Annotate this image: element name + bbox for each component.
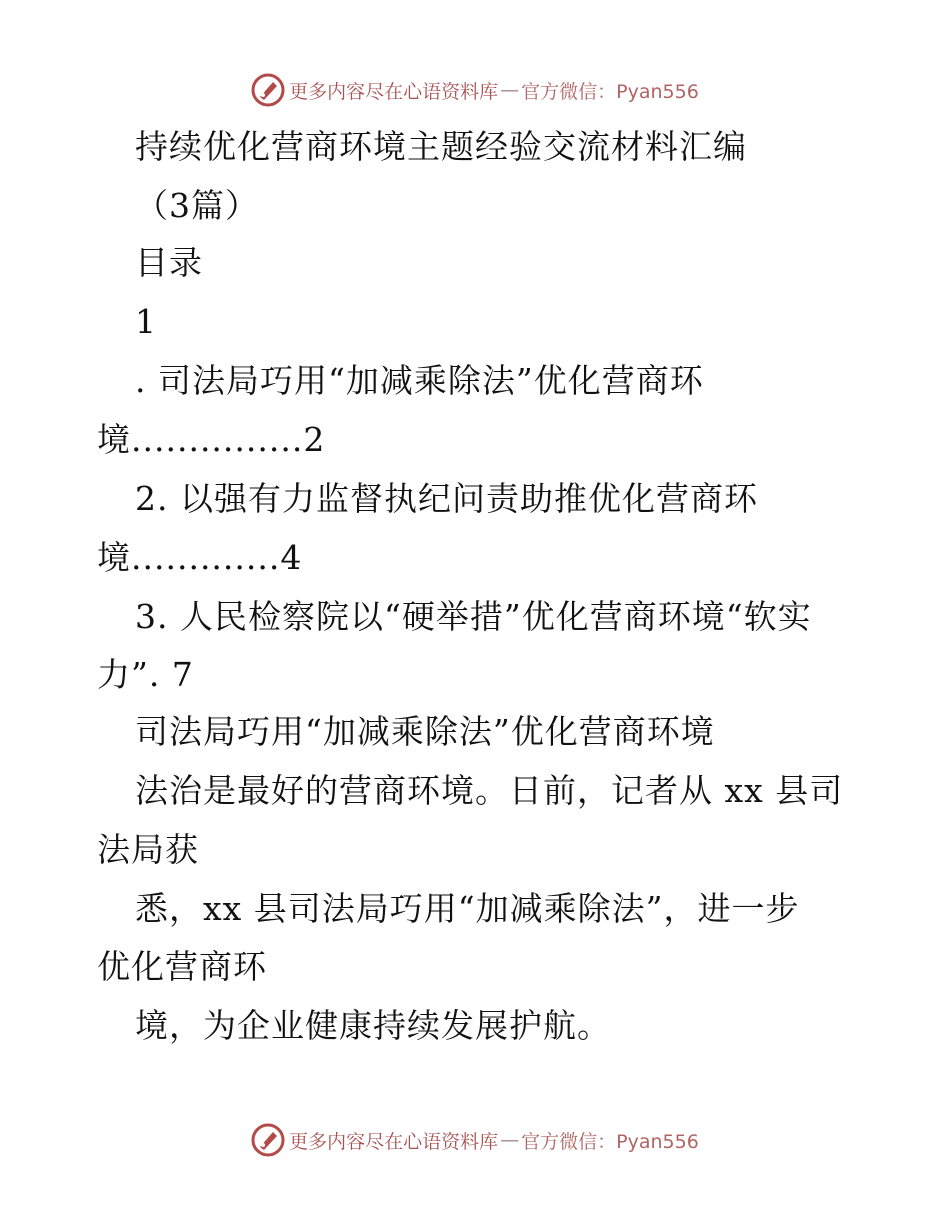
section-heading: 司法局巧用“加减乘除法”优化营商环境 [135,712,715,751]
watermark-brand: 更多内容尽在心语资料库 [289,80,499,103]
toc-item2-line1: 2. 以强有力监督执纪问责助推优化营商环 [135,479,758,518]
watermark-separator: — [500,79,520,101]
toc-item1-line2: 境...............2 [97,420,326,459]
watermark-banner-bottom [0,1120,950,1160]
toc-heading: 目录 [135,243,203,282]
toc-item2-line2: 境.............4 [97,538,303,577]
toc-item3-line2: 力”. 7 [97,655,194,694]
pen-logo-icon [251,73,285,107]
document-title-line2: （3篇） [135,186,259,225]
paragraph2-line1: 悉，xx 县司法局巧用“加减乘除法”，进一步 [135,889,800,928]
paragraph2-line2: 优化营商环 [97,947,267,986]
toc-item3-line1: 3. 人民检察院以“硬举措”优化营商环境“软实 [135,597,812,636]
toc-item1-line1: . 司法局巧用“加减乘除法”优化营商环 [135,361,704,400]
watermark-wechat: 官方微信：Pyan556 [521,1130,699,1153]
paragraph1-line2: 法局获 [97,830,199,869]
watermark-brand: 更多内容尽在心语资料库 [289,1130,499,1153]
paragraph1-line1: 法治是最好的营商环境。日前，记者从 xx 县司 [135,771,844,810]
paragraph3-line1: 境，为企业健康持续发展护航。 [135,1006,611,1045]
pen-logo-icon [251,1123,285,1157]
watermark-separator: — [500,1129,520,1151]
watermark-wechat: 官方微信：Pyan556 [521,80,699,103]
watermark-banner-top [0,70,950,110]
document-title-line1: 持续优化营商环境主题经验交流材料汇编 [135,127,747,166]
toc-item1-number: 1 [135,302,157,341]
